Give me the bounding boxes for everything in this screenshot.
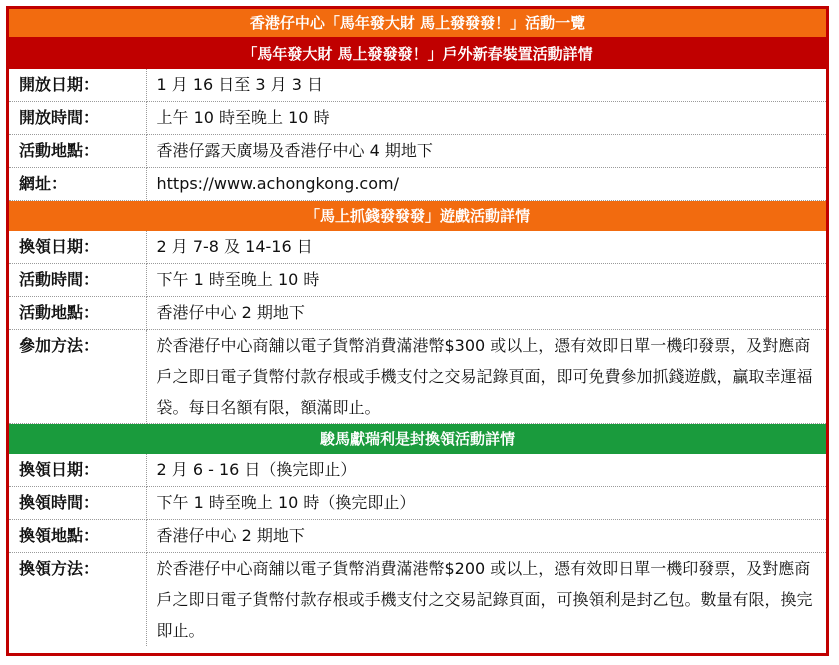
row-label: 換領地點： xyxy=(9,520,146,553)
section-heading-outdoor-installation: 「馬年發大財 馬上發發發！」戶外新春裝置活動詳情 xyxy=(9,38,826,69)
row-value: 於香港仔中心商舖以電子貨幣消費滿港幣$200 或以上，憑有效即日單一機印發票，及對應商戶之即日電子貨幣付款存根或手機支付之交易記錄頁面，可換領利是封乙包。數量有限，換完即止。 xyxy=(156,559,813,640)
row-value: 上午 10 時至晚上 10 時 xyxy=(146,102,826,135)
row-label: 換領日期： xyxy=(9,454,146,487)
row-value: 下午 1 時至晚上 10 時 xyxy=(146,264,826,297)
row-value: 2 月 7-8 及 14-16 日 xyxy=(146,231,826,264)
table-row xyxy=(9,69,826,102)
row-value: 下午 1 時至晚上 10 時（換完即止） xyxy=(146,487,826,520)
table-row xyxy=(9,330,826,424)
table-row xyxy=(9,135,826,168)
table-row xyxy=(9,264,826,297)
row-label: 網址： xyxy=(9,168,146,201)
table-row xyxy=(9,102,826,135)
table-title: 香港仔中心「馬年發大財 馬上發發發！」活動一覽 xyxy=(9,9,826,38)
section-heading-game: 「馬上抓錢發發發」遊戲活動詳情 xyxy=(9,201,826,232)
row-label: 換領日期： xyxy=(9,231,146,264)
table-row xyxy=(9,487,826,520)
table-row xyxy=(9,454,826,487)
row-label: 活動地點： xyxy=(9,297,146,330)
row-value: 於香港仔中心商舖以電子貨幣消費滿港幣$300 或以上，憑有效即日單一機印發票，及對應商戶之即日電子貨幣付款存根或手機支付之交易記錄頁面，即可免費參加抓錢遊戲，贏取幸運福袋。每日名額有限，額滿即止。 xyxy=(146,330,826,424)
website-link[interactable]: https://www.achongkong.com/ xyxy=(146,168,826,201)
table-row xyxy=(9,520,826,553)
row-value: 1 月 16 日至 3 月 3 日 xyxy=(146,69,826,102)
row-label: 開放日期： xyxy=(9,69,146,102)
row-label: 換領時間： xyxy=(9,487,146,520)
row-label: 參加方法： xyxy=(9,330,146,424)
row-value: 2 月 6 - 16 日（換完即止） xyxy=(146,454,826,487)
row-value: 香港仔中心 2 期地下 xyxy=(146,297,826,330)
row-value: 香港仔中心 2 期地下 xyxy=(146,520,826,553)
section-heading-red-packet: 駿馬獻瑞利是封換領活動詳情 xyxy=(9,424,826,455)
row-label: 換領方法： xyxy=(9,553,146,647)
table-row xyxy=(9,297,826,330)
event-overview-table xyxy=(6,6,829,656)
event-table xyxy=(9,9,826,646)
table-row xyxy=(9,553,826,647)
row-label: 開放時間： xyxy=(9,102,146,135)
row-value: 香港仔露天廣場及香港仔中心 4 期地下 xyxy=(146,135,826,168)
table-row xyxy=(9,168,826,201)
row-label: 活動時間： xyxy=(9,264,146,297)
table-row xyxy=(9,231,826,264)
row-label: 活動地點： xyxy=(9,135,146,168)
